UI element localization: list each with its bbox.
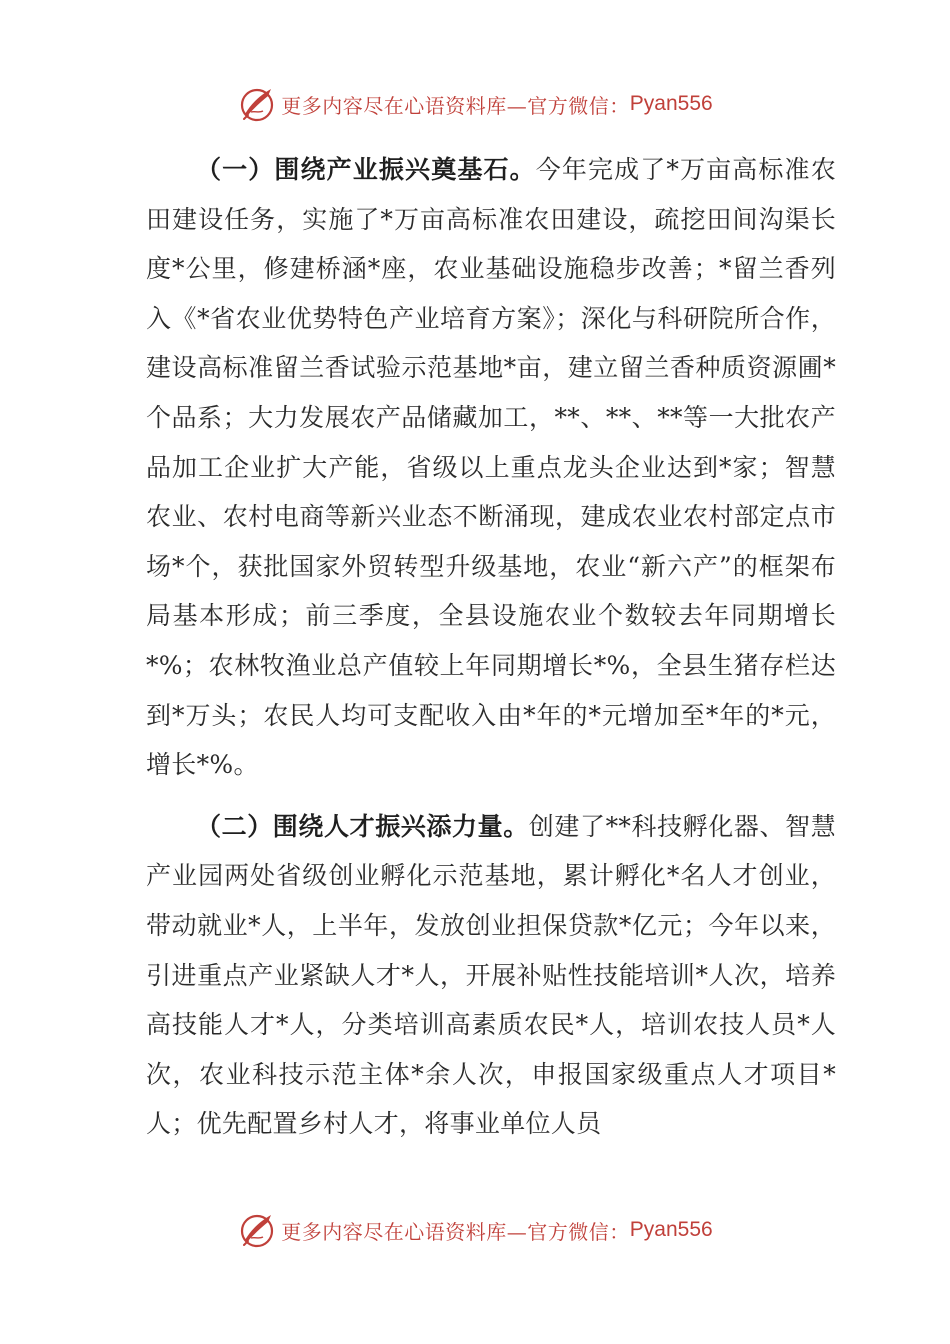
document-body (146, 145, 836, 1149)
pen-logo-icon (237, 84, 277, 124)
banner-text: 更多内容尽在心语资料库—官方微信： (281, 1219, 630, 1244)
banner-wechat-id: Pyan556 (629, 1218, 713, 1241)
paragraph-industry (146, 145, 836, 790)
banner-wechat-id: Pyan556 (629, 92, 713, 115)
header-watermark-banner (0, 84, 950, 124)
paragraph-heading: （二）围绕人才振兴添力量。 (196, 811, 529, 841)
paragraph-talent (146, 802, 836, 1149)
paragraph-text: 今年完成了*万亩高标准农田建设任务，实施了*万亩高标准农田建设，疏挖田间沟渠长度*公里，修建桥涵*座，农业基础设施稳步改善；*留兰香列入《*省农业优势特色产业培育方案》；深化与科研院所合作，建设高标准留兰香试验示范基地*亩，建立留兰香种质资源圃*个品系；大力发展农产品储藏加工，**、**、**等一大批农产品加工企业扩大产能，省级以上重点龙头企业达到*家；智慧农业、农村电商等新兴业态不断涌现，建成农业农村部定点市场*个，获批国家外贸转型升级基地，农业“新六产”的框架布局基本形成；前三季度，全县设施农业个数较去年同期增长*%；农林牧渔业总产值较上年同期增长*%，全县生猪存栏达到*万头；农民人均可支配收入由*年的*元增加至*年的*元，增长*%。 (146, 155, 836, 780)
paragraph-text: 创建了**科技孵化器、智慧产业园两处省级创业孵化示范基地，累计孵化*名人才创业，带动就业*人，上半年，发放创业担保贷款*亿元；今年以来，引进重点产业紧缺人才*人，开展补贴性技能培训*人次，培养高技能人才*人，分类培训高素质农民*人，培训农技人员*人次，农业科技示范主体*余人次，申报国家级重点人才项目*人；优先配置乡村人才，将事业单位人员 (146, 811, 836, 1139)
pen-logo-icon (237, 1210, 277, 1250)
banner-text: 更多内容尽在心语资料库—官方微信： (281, 93, 630, 118)
paragraph-heading: （一）围绕产业振兴奠基石。 (196, 155, 536, 184)
footer-watermark-banner (0, 1210, 950, 1250)
